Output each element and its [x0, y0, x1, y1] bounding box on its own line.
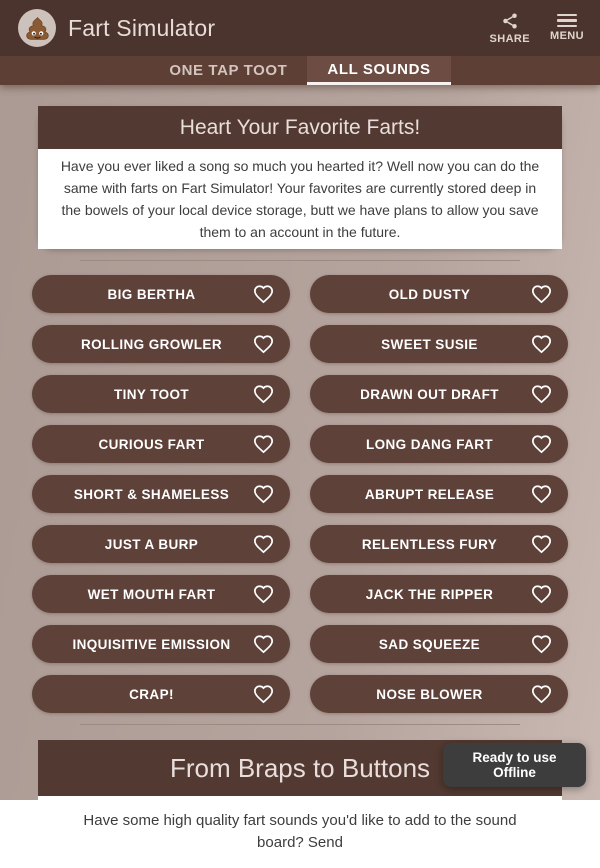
heart-icon[interactable] — [531, 585, 552, 604]
divider — [80, 260, 520, 261]
sound-label: CURIOUS FART — [98, 436, 205, 452]
app-header — [0, 0, 600, 56]
menu-label: MENU — [550, 30, 584, 43]
app-logo — [18, 9, 56, 47]
sound-button[interactable] — [32, 625, 290, 663]
heart-icon[interactable] — [253, 385, 274, 404]
sound-label: OLD DUSTY — [388, 286, 471, 302]
sound-button[interactable] — [32, 525, 290, 563]
heart-icon[interactable] — [531, 535, 552, 554]
heart-icon[interactable] — [253, 685, 274, 704]
sound-button[interactable] — [310, 325, 568, 363]
favorites-card-title: Heart Your Favorite Farts! — [179, 116, 421, 139]
heart-icon[interactable] — [253, 335, 274, 354]
poop-emoji-icon — [24, 15, 51, 42]
share-icon — [501, 12, 519, 30]
sound-grid — [32, 275, 568, 713]
heart-icon[interactable] — [253, 485, 274, 504]
offline-toast: Ready to use Offline — [443, 743, 586, 787]
heart-icon[interactable] — [253, 585, 274, 604]
sound-button[interactable] — [310, 675, 568, 713]
sound-button[interactable] — [310, 375, 568, 413]
divider — [80, 724, 520, 725]
heart-icon[interactable] — [531, 285, 552, 304]
heart-icon[interactable] — [253, 535, 274, 554]
heart-icon[interactable] — [531, 635, 552, 654]
submit-card-body: Have some high quality fart sounds you'd like to add to the sound board? Send — [38, 796, 562, 868]
sound-button[interactable] — [32, 325, 290, 363]
heart-icon[interactable] — [531, 485, 552, 504]
heart-icon[interactable] — [531, 435, 552, 454]
sound-button[interactable] — [310, 525, 568, 563]
sound-label: INQUISITIVE EMISSION — [72, 636, 231, 652]
favorites-card-body: Have you ever liked a song so much you hearted it? Well now you can do the same with farts on Fart Simulator! Your favorites are currently stored deep in the bowels of your local device storage, butt we have plans to allow you save them to an account in the future. — [38, 149, 562, 249]
submit-card-title: From Braps to Buttons — [169, 753, 431, 783]
sound-label: DRAWN OUT DRAFT — [360, 386, 499, 402]
tab-bar — [0, 56, 600, 85]
sound-label: WET MOUTH FART — [87, 586, 216, 602]
app-title: Fart Simulator — [68, 14, 216, 41]
sound-label: JUST A BURP — [104, 536, 199, 552]
sound-label: RELENTLESS FURY — [361, 536, 498, 552]
sound-label: CRAP! — [129, 686, 174, 702]
heart-icon[interactable] — [531, 335, 552, 354]
favorites-card — [38, 106, 562, 249]
share-button[interactable] — [487, 10, 532, 47]
sound-label: TINY TOOT — [113, 386, 190, 402]
menu-icon — [557, 14, 577, 28]
sound-label: ABRUPT RELEASE — [364, 486, 495, 502]
sound-button[interactable] — [310, 625, 568, 663]
heart-icon[interactable] — [531, 685, 552, 704]
favorites-card-header — [38, 106, 562, 149]
sound-button[interactable] — [32, 425, 290, 463]
sound-label: LONG DANG FART — [365, 436, 494, 452]
tab-one-tap-toot[interactable]: ONE TAP TOOT — [149, 56, 307, 85]
sound-button[interactable] — [310, 475, 568, 513]
sound-label: SWEET SUSIE — [381, 336, 478, 352]
sound-button[interactable] — [32, 375, 290, 413]
heart-icon[interactable] — [531, 385, 552, 404]
tab-all-sounds[interactable]: ALL SOUNDS — [307, 56, 450, 85]
sound-label: BIG BERTHA — [107, 286, 196, 302]
sound-button[interactable] — [32, 475, 290, 513]
sound-label: SAD SQUEEZE — [378, 636, 481, 652]
heart-icon[interactable] — [253, 285, 274, 304]
heart-icon[interactable] — [253, 635, 274, 654]
share-label: SHARE — [489, 32, 530, 45]
sound-button[interactable] — [32, 575, 290, 613]
sound-label: NOSE BLOWER — [376, 686, 483, 702]
sound-label: SHORT & SHAMELESS — [73, 486, 230, 502]
sound-label: ROLLING GROWLER — [81, 336, 222, 352]
sound-button[interactable] — [310, 275, 568, 313]
sound-button[interactable] — [310, 425, 568, 463]
sound-button[interactable] — [310, 575, 568, 613]
sound-label: JACK THE RIPPER — [365, 586, 494, 602]
menu-button[interactable] — [548, 12, 586, 45]
sound-button[interactable] — [32, 675, 290, 713]
heart-icon[interactable] — [253, 435, 274, 454]
sound-button[interactable] — [32, 275, 290, 313]
